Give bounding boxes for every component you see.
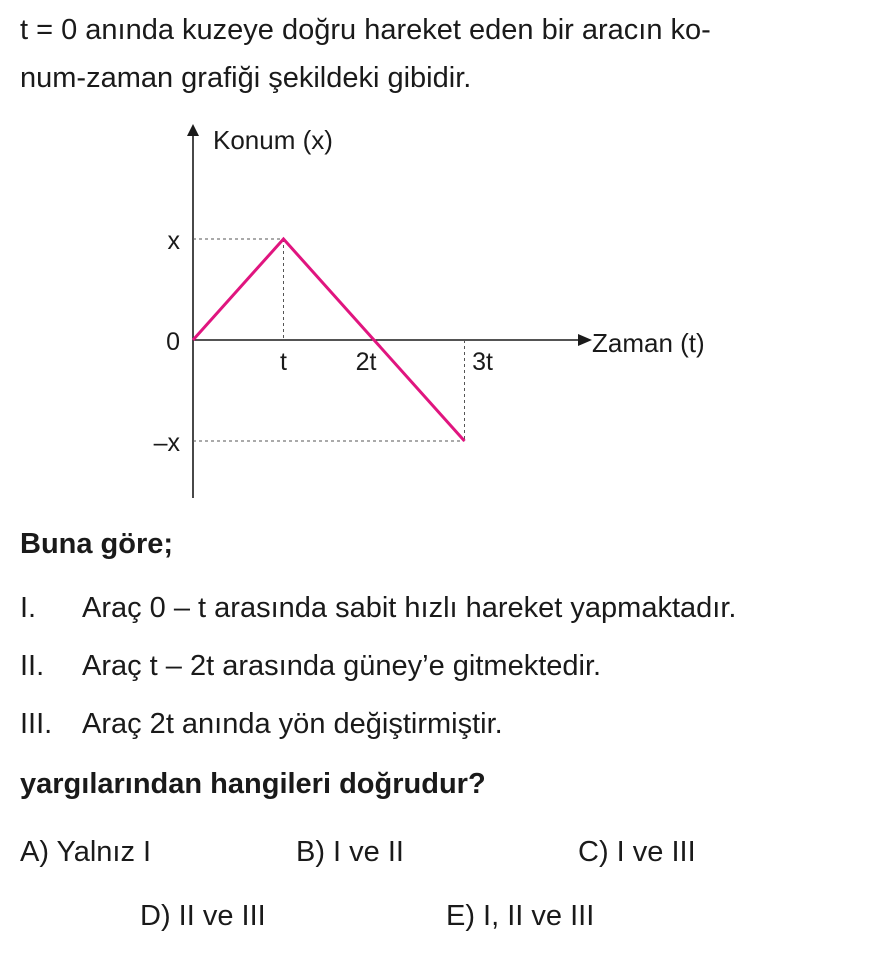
y-tick-label-2: 0 <box>166 328 180 356</box>
statement-2-number: II. <box>20 650 45 682</box>
question-text: yargılarından hangileri doğrudur? <box>20 768 486 800</box>
x-axis-arrow-icon <box>578 334 592 346</box>
option-e[interactable]: E) I, II ve III <box>446 900 595 932</box>
option-c[interactable]: C) I ve III <box>578 836 696 868</box>
option-d[interactable]: D) II ve III <box>140 900 266 932</box>
y-axis-label: Konum (x) <box>213 125 333 155</box>
option-a[interactable]: A) Yalnız I <box>20 836 152 868</box>
statement-2-text: Araç t – 2t arasında güney’e gitmektedir. <box>82 650 602 682</box>
statement-1-number: I. <box>20 592 37 624</box>
intro-line-2: num-zaman grafiği şekildeki gibidir. <box>20 62 472 94</box>
statement-1 <box>20 592 736 625</box>
y-tick-label-3: –x <box>153 429 180 457</box>
statement-3 <box>20 708 503 741</box>
intro-line-1: t = 0 anında kuzeye doğru hareket eden bir aracın ko- <box>20 14 711 46</box>
statement-3-text: Araç 2t anında yön değiştirmiştir. <box>82 708 503 740</box>
y-axis-arrow-icon <box>187 124 199 136</box>
lead-text: Buna göre; <box>20 528 174 560</box>
x-tick-label-1: t <box>280 348 287 376</box>
y-tick-label-1: x <box>167 227 180 255</box>
option-b[interactable]: B) I ve II <box>296 836 404 868</box>
x-tick-label-2: 2t <box>355 348 377 376</box>
statement-2 <box>20 650 601 683</box>
x-tick-label-3: 3t <box>472 348 493 376</box>
x-axis-label: Zaman (t) <box>592 328 705 358</box>
statement-1-text: Araç 0 – t arasında sabit hızlı hareket yapmaktadır. <box>82 592 737 624</box>
statement-3-number: III. <box>20 708 53 740</box>
